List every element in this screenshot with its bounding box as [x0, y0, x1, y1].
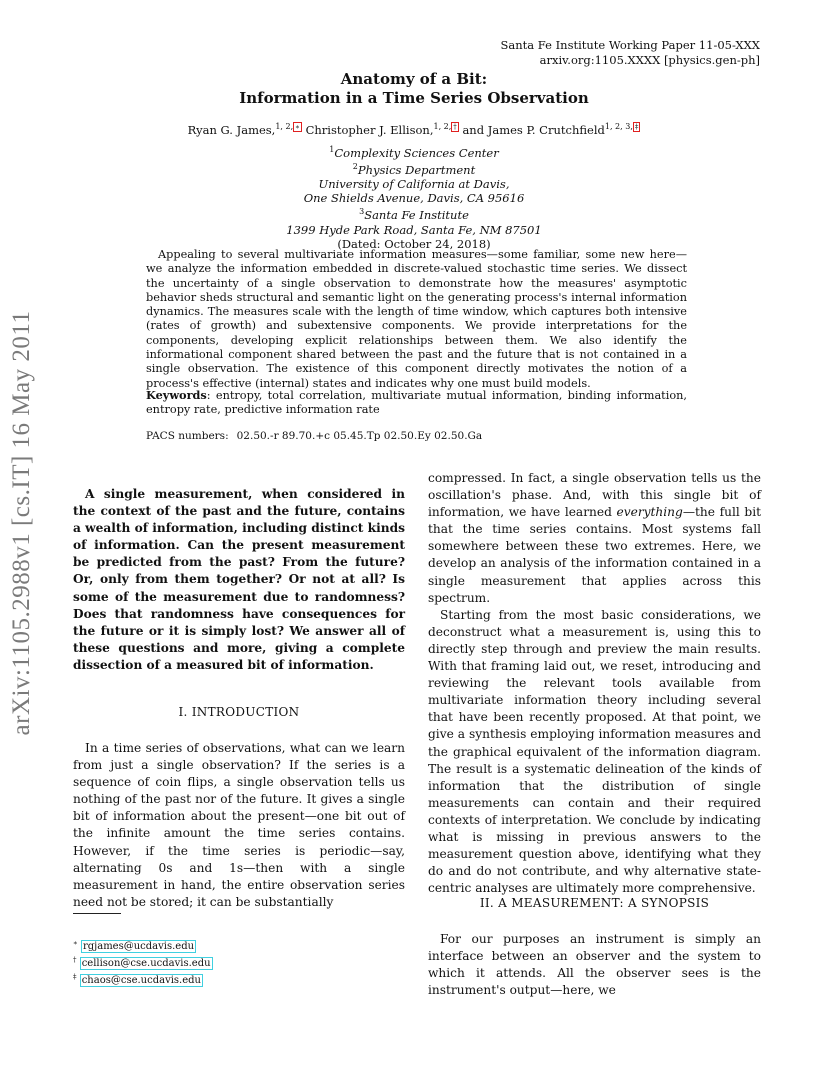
footnote-3 — [73, 971, 213, 988]
section-heading-synopsis: II. A MEASUREMENT: A SYNOPSIS — [479, 896, 710, 910]
working-paper-label: Santa Fe Institute Working Paper 11-05-XXX — [500, 38, 760, 52]
affil-sfi-address: 1399 Hyde Park Road, Santa Fe, NM 87501 — [286, 222, 542, 237]
author-ellison-affil: 1, 2, — [433, 122, 452, 131]
footnote-2 — [73, 954, 213, 971]
footnote-1 — [73, 937, 213, 954]
arxiv-reference: arxiv.org:1105.XXXX [physics.gen-ph] — [539, 53, 760, 67]
email-link-crutchfield[interactable]: chaos@cse.ucdavis.edu — [81, 974, 201, 986]
keywords — [146, 388, 687, 418]
intro-p2-emphasis: everything — [616, 505, 683, 520]
pacs-value: 02.50.-r 89.70.+c 05.45.Tp 02.50.Ey 02.50.Ga — [236, 430, 483, 442]
header-block — [501, 38, 760, 68]
email-link-ellison[interactable]: cellison@cse.ucdavis.edu — [81, 958, 211, 970]
affil-university: University of California at Davis, — [318, 177, 510, 192]
author-james-affil: 1, 2, — [275, 122, 294, 131]
affil-1: Complexity Sciences Center — [334, 145, 499, 160]
lead-paragraph: A single measurement, when considered in the context of the past and the future, contains a wealth of information, including distinct kinds of information. Can the present measurement be predicted from the past? From the future? Or, only from them together? Or not at all? Is some of the measurement due to randomness? Does that randomness have consequences for the future or it is simply lost? We answer all of these questions and more, giving a complete dissection of a measured bit of information. — [73, 487, 405, 672]
intro-paragraph-2 — [428, 470, 761, 607]
footnote-3-mark: ‡ — [73, 972, 77, 981]
footnote-rule — [73, 913, 121, 914]
affil-1-number: 1 — [329, 145, 335, 154]
arxiv-sidebar — [4, 298, 40, 748]
footnotes — [73, 937, 213, 987]
footnote-link-3[interactable]: ‡ — [634, 123, 639, 131]
section-heading-introduction: I. INTRODUCTION — [178, 705, 300, 719]
affil-2-number: 2 — [352, 162, 358, 172]
author-james: Ryan G. James, — [187, 122, 276, 137]
author-list — [0, 122, 828, 137]
intro-paragraph-3: Starting from the most basic considerations, we deconstruct what a measurement is, using this to directly step through and preview the main results. With that framing laid out, we reset, introducing and reviewing the relevant tools available from multivariate information theory including several that have been recently proposed. At that point, we give a synthesis employing information measures and the graphical equivalent of the information diagram. The result is a systematic delineation of the kinds of information that the distribution of single measurements can contain and their required contexts of interpretation. We conclude by indicating what is missing in previous answers to the measurement question above, identifying what they do and do not contribute, and why alternative state-centric analyses are ultimately more comprehensive. — [428, 607, 761, 896]
affil-address: One Shields Avenue, Davis, CA 95616 — [303, 191, 525, 206]
paper-title — [0, 70, 828, 108]
synopsis-paragraph-1: For our purposes an instrument is simply an interface between an observer and the system to which it attends. All the observer sees is the instrument's output—here, we — [428, 932, 761, 998]
date-line: (Dated: October 24, 2018) — [337, 236, 491, 251]
title-line-2: Information in a Time Series Observation — [239, 89, 589, 107]
footnote-link-2[interactable]: † — [453, 123, 457, 131]
right-column — [428, 470, 761, 897]
title-line-1: Anatomy of a Bit: — [340, 70, 488, 88]
affil-3-number: 3 — [359, 207, 365, 217]
keywords-label: Keywords — [146, 388, 207, 402]
synopsis-column — [428, 931, 761, 999]
email-link-james[interactable]: rgjames@ucdavis.edu — [82, 941, 195, 953]
pacs-label: PACS numbers: — [146, 430, 229, 442]
author-ellison: Christopher J. Ellison, — [305, 122, 434, 137]
intro-paragraph-1: In a time series of observations, what can we learn from just a single observation? If the series is a sequence of coin flips, a single observation tells us nothing of the past nor of the future. It gives a single bit of information about the present—one bit out of the infinite amount the time series contains. However, if the time series is periodic—say, alternating 0s and 1s—then with a single measurement in hand, the entire observation series need not be stored; it can be substantially — [73, 741, 405, 909]
author-crutchfield: and James P. Crutchfield — [462, 122, 605, 137]
affil-2: Physics Department — [357, 162, 476, 177]
author-crutchfield-affil: 1, 2, 3, — [604, 122, 633, 131]
footnote-link-1[interactable]: ∗ — [295, 123, 300, 131]
intro-p2-part-a: compressed. In fact, a single observation tells us the oscillation's phase. And, with this single bit of information, we have learned — [428, 471, 761, 520]
pacs-numbers — [146, 430, 482, 442]
arxiv-stamp: arXiv:1105.2988v1 [cs.IT] 16 May 2011 — [8, 310, 35, 736]
left-column — [73, 740, 405, 911]
affiliations — [0, 143, 828, 251]
abstract: Appealing to several multivariate information measures—some familiar, some new here—we analyze the information embedded in discrete-valued stochastic time series. We dissect the uncertainty of a single observation to demonstrate how the measures' asymptotic behavior sheds structural and semantic light on the generating process's internal information dynamics. The measures scale with the length of time window, which captures both intensive (rates of growth) and subextensive components. We provide interpretations for the components, developing explicit relationships between them. We also identify the informational component shared between the past and the future that is not contained in a single observation. The existence of this component directly motivates the notion of a process's effective (internal) states and indicates why one must build models. — [146, 248, 687, 390]
affil-3: Santa Fe Institute — [364, 208, 469, 223]
footnote-2-mark: † — [73, 955, 77, 964]
intro-p2-part-b: —the full bit that the time series contains. Most systems fall somewhere between these two extremes. Here, we develop an analysis of the information contained in a single measurement that applies across this spectrum. — [428, 505, 761, 605]
footnote-1-mark: ∗ — [73, 939, 78, 947]
keywords-text: : entropy, total correlation, multivariate mutual information, binding information, entropy rate, predictive information rate — [146, 389, 687, 417]
